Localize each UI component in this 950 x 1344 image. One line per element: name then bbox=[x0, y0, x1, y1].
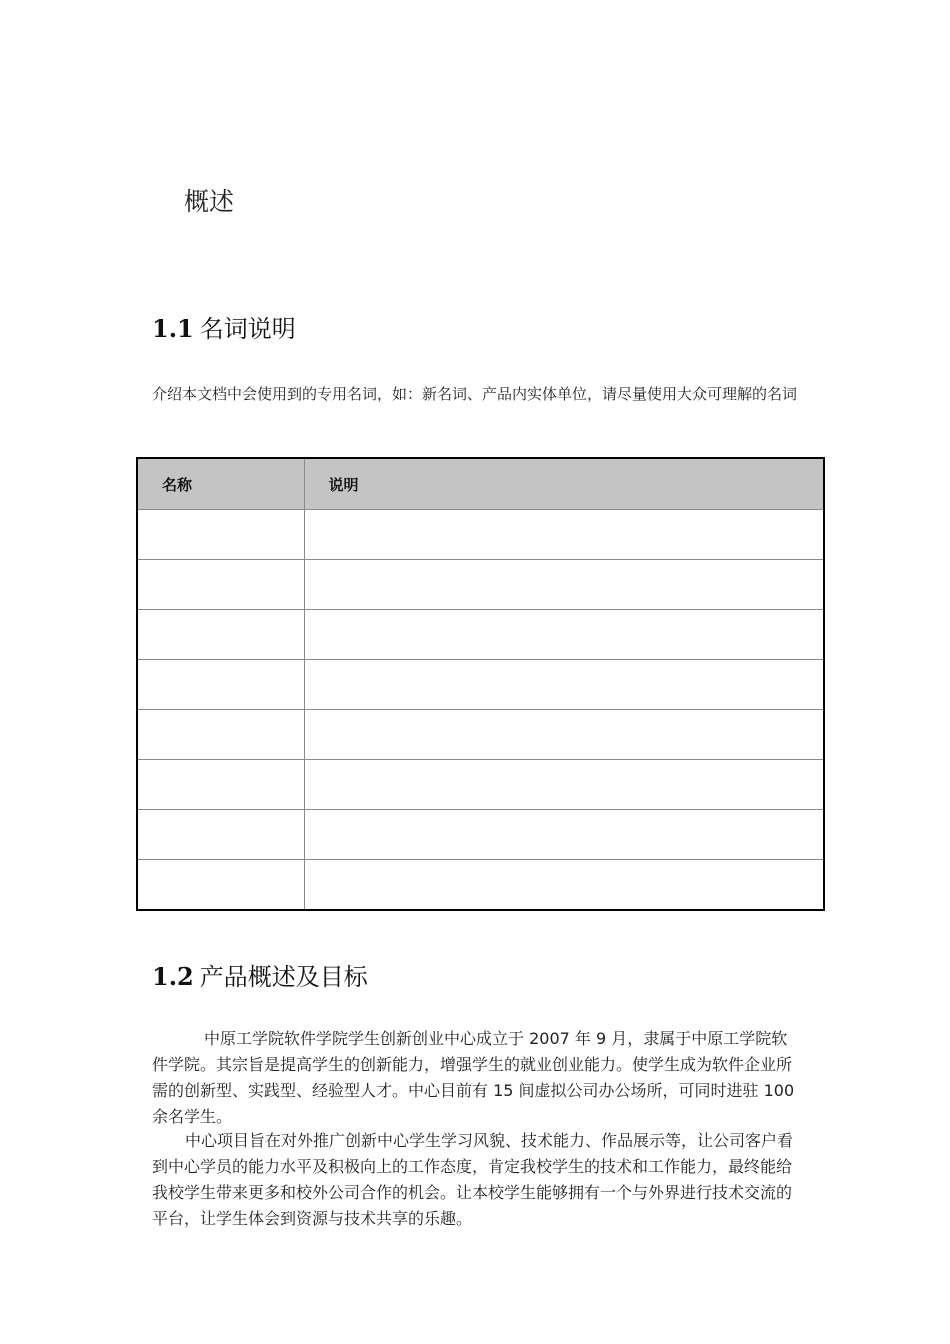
section-heading-terms bbox=[152, 312, 296, 346]
table-row bbox=[137, 510, 824, 560]
table-row bbox=[137, 610, 824, 660]
terms-table bbox=[136, 457, 825, 911]
table-cell-name bbox=[137, 860, 304, 911]
table-cell-name bbox=[137, 810, 304, 860]
table-cell-name bbox=[137, 710, 304, 760]
table-cell-name bbox=[137, 510, 304, 560]
table-row bbox=[137, 860, 824, 911]
table-cell-description bbox=[304, 860, 824, 911]
table-row bbox=[137, 710, 824, 760]
section-intro: 介绍本文档中会使用到的专用名词，如：新名词、产品内实体单位，请尽量使用大众可理解的名词 bbox=[152, 385, 798, 403]
column-header-description: 说明 bbox=[304, 458, 824, 510]
body-paragraph: 中原工学院软件学院学生创新创业中心成立于 2007 年 9 月，隶属于中原工学院软件学院。其宗旨是提高学生的创新能力，增强学生的就业创业能力。使学生成为软件企业所需的创新型、实践型、经验型人才。中心目前有 15 间虚拟公司办公场所，可同时进驻 100 余名学生。 bbox=[152, 1029, 795, 1126]
table-cell-name bbox=[137, 760, 304, 810]
table-row bbox=[137, 660, 824, 710]
table-row bbox=[137, 560, 824, 610]
section-title: 名词说明 bbox=[199, 315, 296, 343]
table-row bbox=[137, 760, 824, 810]
table-cell-description bbox=[304, 560, 824, 610]
section-number: 1.2 bbox=[152, 962, 194, 991]
table-cell-description bbox=[304, 760, 824, 810]
table-cell-description bbox=[304, 810, 824, 860]
table-header-row bbox=[137, 458, 824, 510]
table-cell-name bbox=[137, 560, 304, 610]
section-title: 产品概述及目标 bbox=[199, 963, 368, 991]
table-cell-description bbox=[304, 510, 824, 560]
column-header-name: 名称 bbox=[137, 458, 304, 510]
table-cell-description bbox=[304, 660, 824, 710]
section-number: 1.1 bbox=[152, 314, 194, 343]
table-row bbox=[137, 810, 824, 860]
table-cell-name bbox=[137, 660, 304, 710]
page-title: 概述 bbox=[184, 187, 235, 216]
table-cell-name bbox=[137, 610, 304, 660]
table-cell-description bbox=[304, 610, 824, 660]
body-paragraph: 中心项目旨在对外推广创新中心学生学习风貌、技术能力、作品展示等，让公司客户看到中心学员的能力水平及积极向上的工作态度，肯定我校学生的技术和工作能力，最终能给我校学生带来更多和校外公司合作的机会。让本校学生能够拥有一个与外界进行技术交流的平台，让学生体会到资源与技术共享的乐趣。 bbox=[152, 1131, 794, 1228]
table-cell-description bbox=[304, 710, 824, 760]
section-heading-overview bbox=[152, 960, 368, 994]
